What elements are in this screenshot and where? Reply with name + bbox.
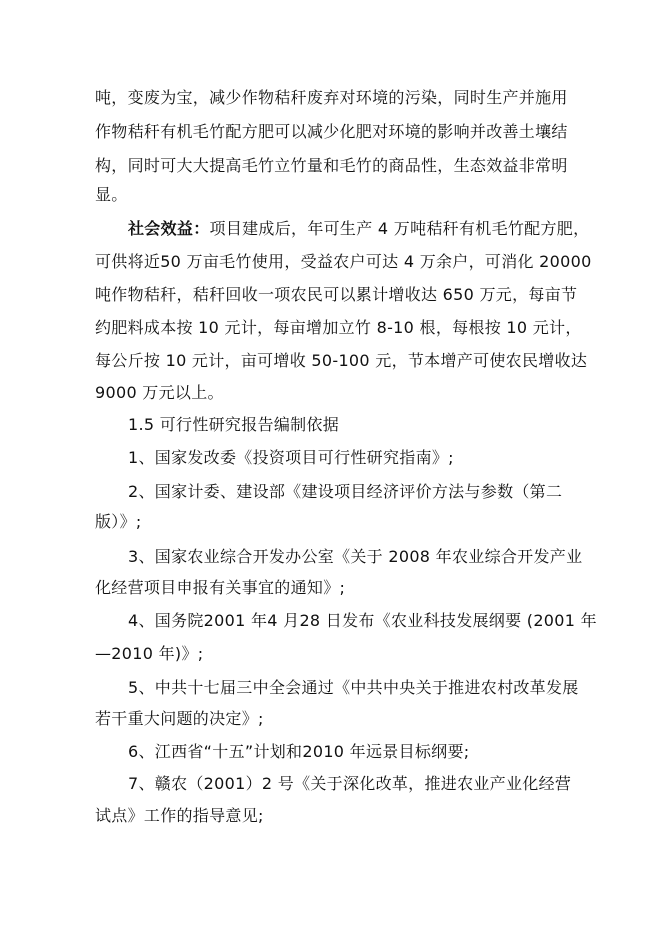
social-paragraph-line: 约肥料成本按 10 元计，每亩增加立竹 8-10 根，每根按 10 元计， <box>95 318 582 337</box>
social-paragraph-line: 可供将近50 万亩毛竹使用，受益农户可达 4 万余户，可消化 20000 <box>95 252 592 271</box>
social-benefit-heading: 社会效益： <box>128 219 210 238</box>
basis-item-7: 7、赣农（2001）2 号《关于深化改革，推进农业产业化经营 <box>128 774 572 793</box>
section-heading: 1.5 可行性研究报告编制依据 <box>128 415 340 434</box>
eco-paragraph-line: 作物秸秆有机毛竹配方肥可以减少化肥对环境的影响并改善土壤结 <box>95 122 568 141</box>
basis-item-1: 1、国家发改委《投资项目可行性研究指南》; <box>128 448 454 467</box>
social-paragraph-first-line <box>128 217 588 241</box>
social-paragraph-line: 每公斤按 10 元计，亩可增收 50-100 元，节本增产可使农民增收达 <box>95 351 588 370</box>
basis-item-6: 6、江西省“十五”计划和2010 年远景目标纲要; <box>128 742 470 761</box>
social-paragraph-line: 吨作物秸秆，秸秆回收一项农民可以累计增收达 650 万元，每亩节 <box>95 285 578 304</box>
eco-paragraph-line: 显。 <box>95 185 128 204</box>
eco-paragraph-line: 构，同时可大大提高毛竹立竹量和毛竹的商品性，生态效益非常明 <box>95 156 568 175</box>
eco-paragraph-line: 吨，变废为宝，减少作物秸秆废弃对环境的污染，同时生产并施用 <box>95 88 568 107</box>
basis-item-3: 3、国家农业综合开发办公室《关于 2008 年农业综合开发产业 <box>128 547 583 566</box>
social-paragraph-text: 项目建成后，年可生产 4 万吨秸秆有机毛竹配方肥， <box>209 219 590 238</box>
basis-item-3-continuation: 化经营项目申报有关事宜的通知》; <box>95 578 346 597</box>
basis-item-5: 5、中共十七届三中全会通过《中共中央关于推进农村改革发展 <box>128 678 579 697</box>
social-paragraph-line: 9000 万元以上。 <box>95 383 224 402</box>
basis-item-4: 4、国务院2001 年4 月28 日发布《农业科技发展纲要 (2001 年 <box>128 611 597 630</box>
basis-item-2-continuation: 版）》; <box>95 512 142 531</box>
basis-item-5-continuation: 若干重大问题的决定》; <box>95 709 264 728</box>
basis-item-4-continuation: —2010 年)》; <box>95 644 204 663</box>
basis-item-2: 2、国家计委、建设部《建设项目经济评价方法与参数（第二 <box>128 482 563 501</box>
basis-item-7-continuation: 试点》工作的指导意见; <box>95 806 264 825</box>
